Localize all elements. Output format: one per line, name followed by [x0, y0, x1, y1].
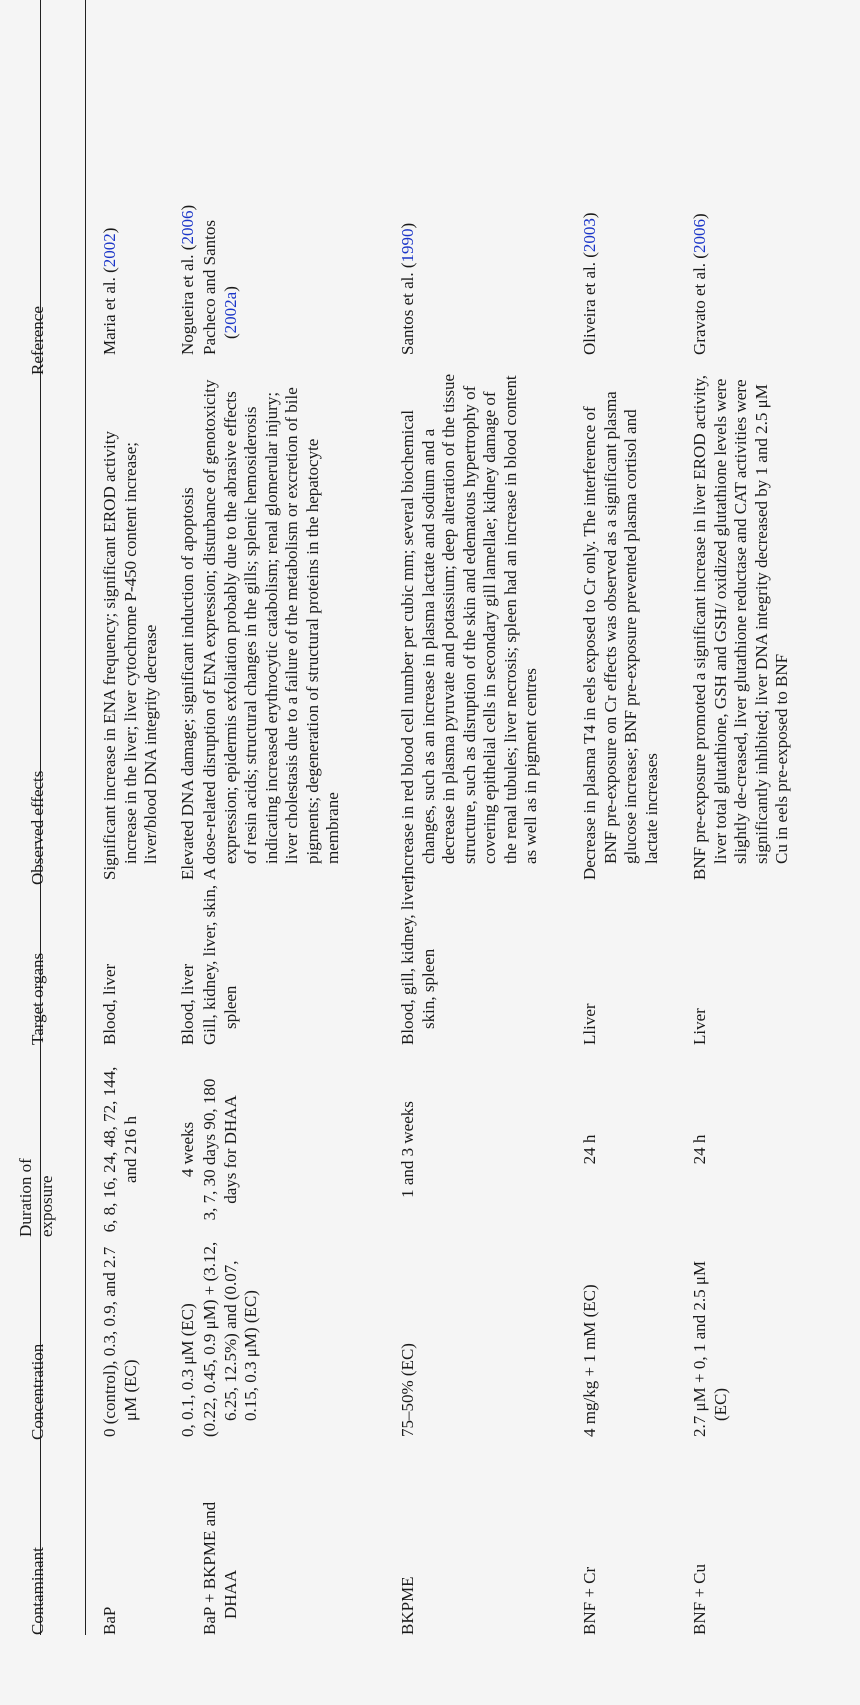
cell-contaminant: BNF + Cu: [690, 1564, 709, 1635]
cell-effects: BNF pre-exposure promoted a significant increase in liver EROD activity, liver total glutathione, GSH and GSH/ oxidized glutathione levels were slightly de-creased, liver glutathione reductase and CAT activities were significantly inhibited; liver DNA integrity decreased by 1 and 2.5 μM Cu in eels pre-exposed to BNF: [690, 375, 791, 880]
reference-author: Maria et al. (: [100, 267, 119, 355]
reference-year-link[interactable]: 2006: [690, 219, 709, 254]
cell-reference: [100, 139, 121, 355]
cell-target: Blood, liver: [178, 963, 197, 1045]
reference-close-paren: ): [580, 212, 599, 219]
cell-reference: [690, 139, 711, 355]
reference-close-paren: ): [690, 213, 709, 220]
cell-effects: Increase in red blood cell number per cubic mm; several biochemical changes, such as an increase in plasma lactate and sodium and a decrease in plasma pyruvate and potassium; deep alteration of the tissue structure, such as disruption of the skin and edematous hypertrophy of covering epithelial cells in secondary gill lamellae; kidney damage of the renal tubules; liver necrosis; spleen had an increase in blood content as well as in pigment centres: [398, 373, 540, 880]
reference-close-paren: ): [220, 286, 240, 292]
cell-effects: Significant increase in ENA frequency; significant EROD activity increase in the liver; liver cytochrome P-450 content increase; liver/blood DNA integrity decrease: [100, 431, 160, 880]
reference-year-link[interactable]: 2002a: [220, 291, 240, 334]
cell-target: Gill, kidney, liver, skin, spleen: [200, 884, 240, 1045]
header-concentration: Concentration: [28, 1343, 47, 1440]
cell-target: Blood, gill, kidney, liver, skin, spleen: [398, 875, 438, 1045]
reference-author: Oliveira et al. (: [580, 252, 599, 355]
reference-close-paren: ): [100, 227, 119, 234]
cell-concentration: 0 (control), 0.3, 0.9, and 2.7 μM (EC): [100, 1246, 140, 1437]
cell-target: Blood, liver: [100, 963, 119, 1045]
cell-duration: 6, 8, 16, 24, 48, 72, 144, and 216 h: [100, 1066, 140, 1233]
cell-concentration: 0, 0.1, 0.3 μM (EC): [178, 1303, 197, 1437]
cell-effects: Elevated DNA damage; significant induction of apoptosis: [178, 487, 197, 880]
cell-reference: [200, 179, 241, 355]
cell-contaminant: BaP: [100, 1606, 119, 1635]
cell-duration: 1 and 3 weeks: [398, 1101, 417, 1198]
cell-effects: Decrease in plasma T4 in eels exposed to Cr only. The interference of BNF pre-exposure on Cr effects was observed as a significant plasma glucose increase; BNF pre-exposure prevented plasma cortisol and lactate increases: [580, 391, 661, 880]
header-observed-effects: Observed effects: [28, 770, 47, 885]
cell-effects: A dose-related disruption of ENA expression; disturbance of genotoxicity expression; epidermis exfoliation probably due to the abrasive effects of resin acids; structural changes in the gills; splenic hemosiderosis indicating increased erythrocytic catabolism; renal glomerular injury; liver cholestasis due to a failure of the metabolism or excretion of bile pigments; degeneration of structural proteins in the hepatocyte membrane: [200, 379, 342, 880]
cell-target: Lliver: [580, 1003, 599, 1045]
reference-close-paren: ): [398, 222, 417, 229]
reference-author: Pacheco and Santos (: [200, 219, 240, 355]
reference-year-link[interactable]: 2003: [580, 218, 599, 253]
header-duration: Duration of exposure: [16, 1158, 56, 1237]
cell-concentration: 2.7 μM + 0, 1 and 2.5 μM (EC): [690, 1260, 730, 1437]
cell-concentration: 4 mg/kg + 1 mM (EC): [580, 1284, 599, 1437]
reference-author: Gravato et al. (: [690, 253, 709, 355]
cell-reference: [178, 139, 199, 355]
reference-author: Santos et al. (: [398, 262, 417, 355]
cell-contaminant: BKPME: [398, 1576, 417, 1635]
reference-close-paren: ): [178, 204, 197, 211]
cell-contaminant: BaP + BKPME and DHAA: [200, 1501, 240, 1635]
header-reference: Reference: [28, 306, 47, 375]
reference-author: Nogueira et al. (: [178, 244, 197, 355]
header-target-organs: Target organs: [28, 952, 47, 1045]
cell-reference: [398, 139, 419, 355]
cell-reference: [580, 139, 601, 355]
header-contaminant: Contaminant: [28, 1547, 47, 1635]
cell-target: Liver: [690, 1008, 709, 1045]
table-header-rule: [85, 0, 86, 1635]
cell-contaminant: BNF + Cr: [580, 1566, 599, 1635]
reference-year-link[interactable]: 1990: [398, 228, 417, 263]
cell-duration: 24 h: [580, 1134, 599, 1165]
reference-year-link[interactable]: 2002: [100, 233, 119, 268]
cell-duration: 3, 7, 30 days 90, 180 days for DHAA: [200, 1078, 240, 1221]
cell-duration: 24 h: [690, 1134, 709, 1165]
cell-concentration: (0.22, 0.45, 0.9 μM) + (3.12, 6.25, 12.5%) and (0.07, 0.15, 0.3 μM) (EC): [200, 1241, 260, 1437]
cell-duration: 4 weeks: [178, 1121, 197, 1178]
reference-year-link[interactable]: 2006: [178, 210, 197, 245]
cell-concentration: 75–50% (EC): [398, 1343, 417, 1437]
